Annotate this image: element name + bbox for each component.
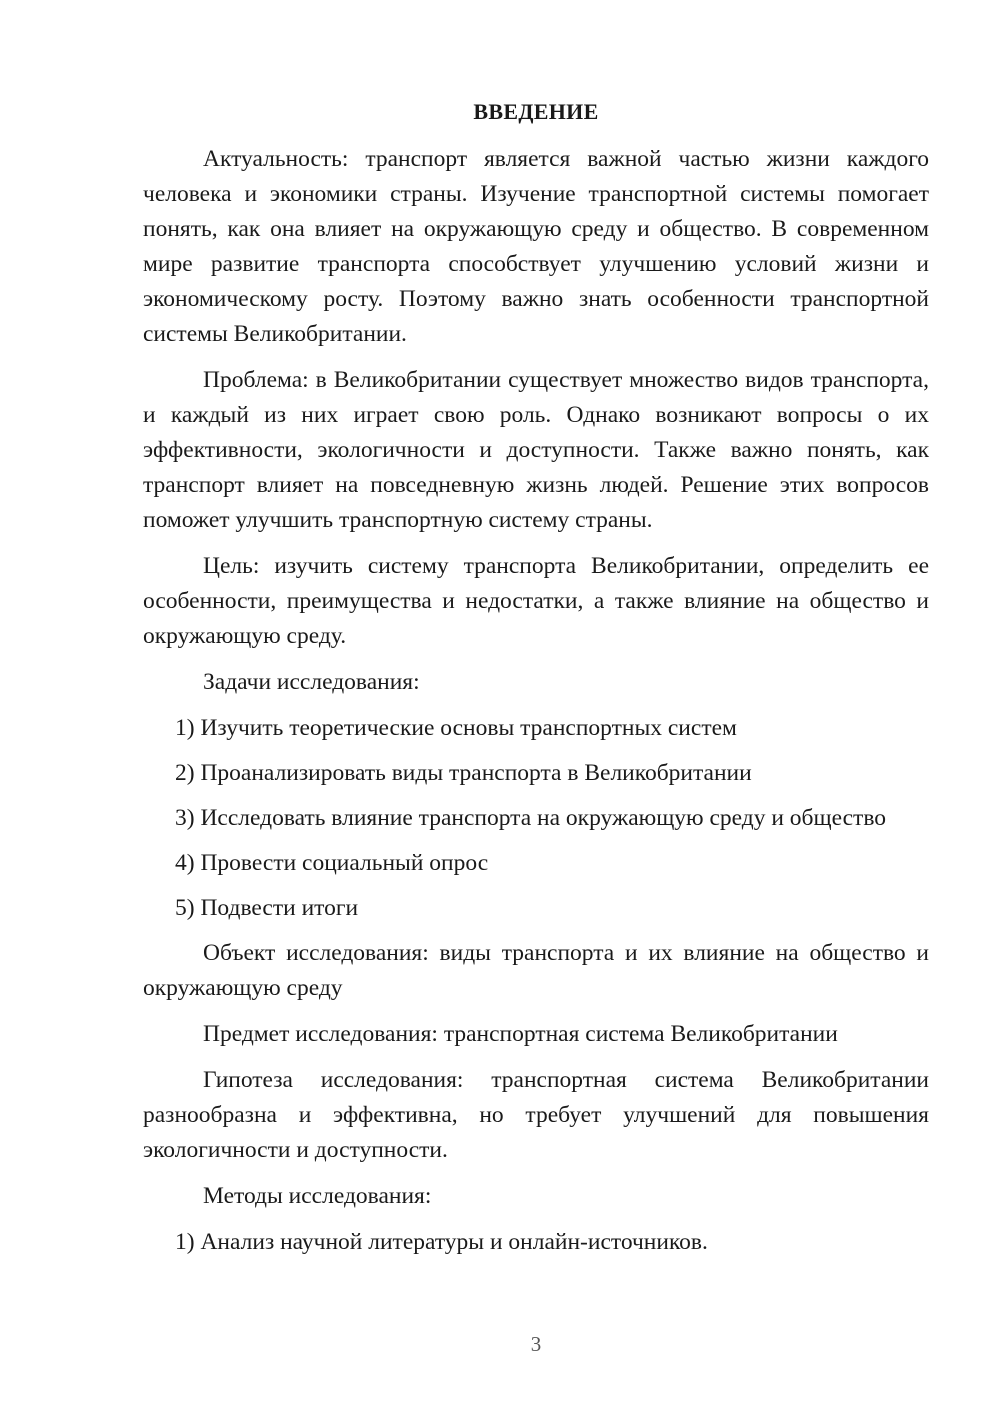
task-item: 1) Изучить теоретические основы транспортных систем [175,715,737,741]
hypothesis-paragraph: Гипотеза исследования: транспортная система Великобритании разнообразна и эффективна, но требует улучшений для повышения экологичности и доступности. [143,1067,929,1163]
section-heading: ВВЕДЕНИЕ [473,99,599,124]
method-item: 1) Анализ научной литературы и онлайн-источников. [175,1229,708,1255]
task-item: 3) Исследовать влияние транспорта на окружающую среду и общество [175,805,887,831]
tasks-heading: Задачи исследования: [203,669,420,695]
subject-paragraph: Предмет исследования: транспортная система Великобритании [203,1021,838,1047]
task-item: 5) Подвести итоги [175,895,359,921]
goal-paragraph: Цель: изучить систему транспорта Великобритании, определить ее особенности, преимущества и недостатки, а также влияние на общество и окружающую среду. [143,553,929,649]
methods-heading: Методы исследования: [203,1183,432,1209]
task-item: 2) Проанализировать виды транспорта в Великобритании [175,760,752,786]
problem-paragraph: Проблема: в Великобритании существует множество видов транспорта, и каждый из них играет свою роль. Однако возникают вопросы о их эффективности, экологичности и доступности. Также важно понять, как транспорт влияет на повседневную жизнь людей. Решение этих вопросов поможет улучшить транспортную систему страны. [143,367,929,533]
page-content [143,97,929,1270]
object-paragraph: Объект исследования: виды транспорта и их влияние на общество и окружающую среду [143,940,929,1001]
relevance-paragraph: Актуальность: транспорт является важной частью жизни каждого человека и экономики страны. Изучение транспортной системы помогает понять, как она влияет на окружающую среду и общество. В современном мире развитие транспорта способствует улучшению условий жизни и экономическому росту. Поэтому важно знать особенности транспортной системы Великобритании. [143,146,929,347]
task-item: 4) Провести социальный опрос [175,850,489,876]
page-number: 3 [530,1332,542,1356]
